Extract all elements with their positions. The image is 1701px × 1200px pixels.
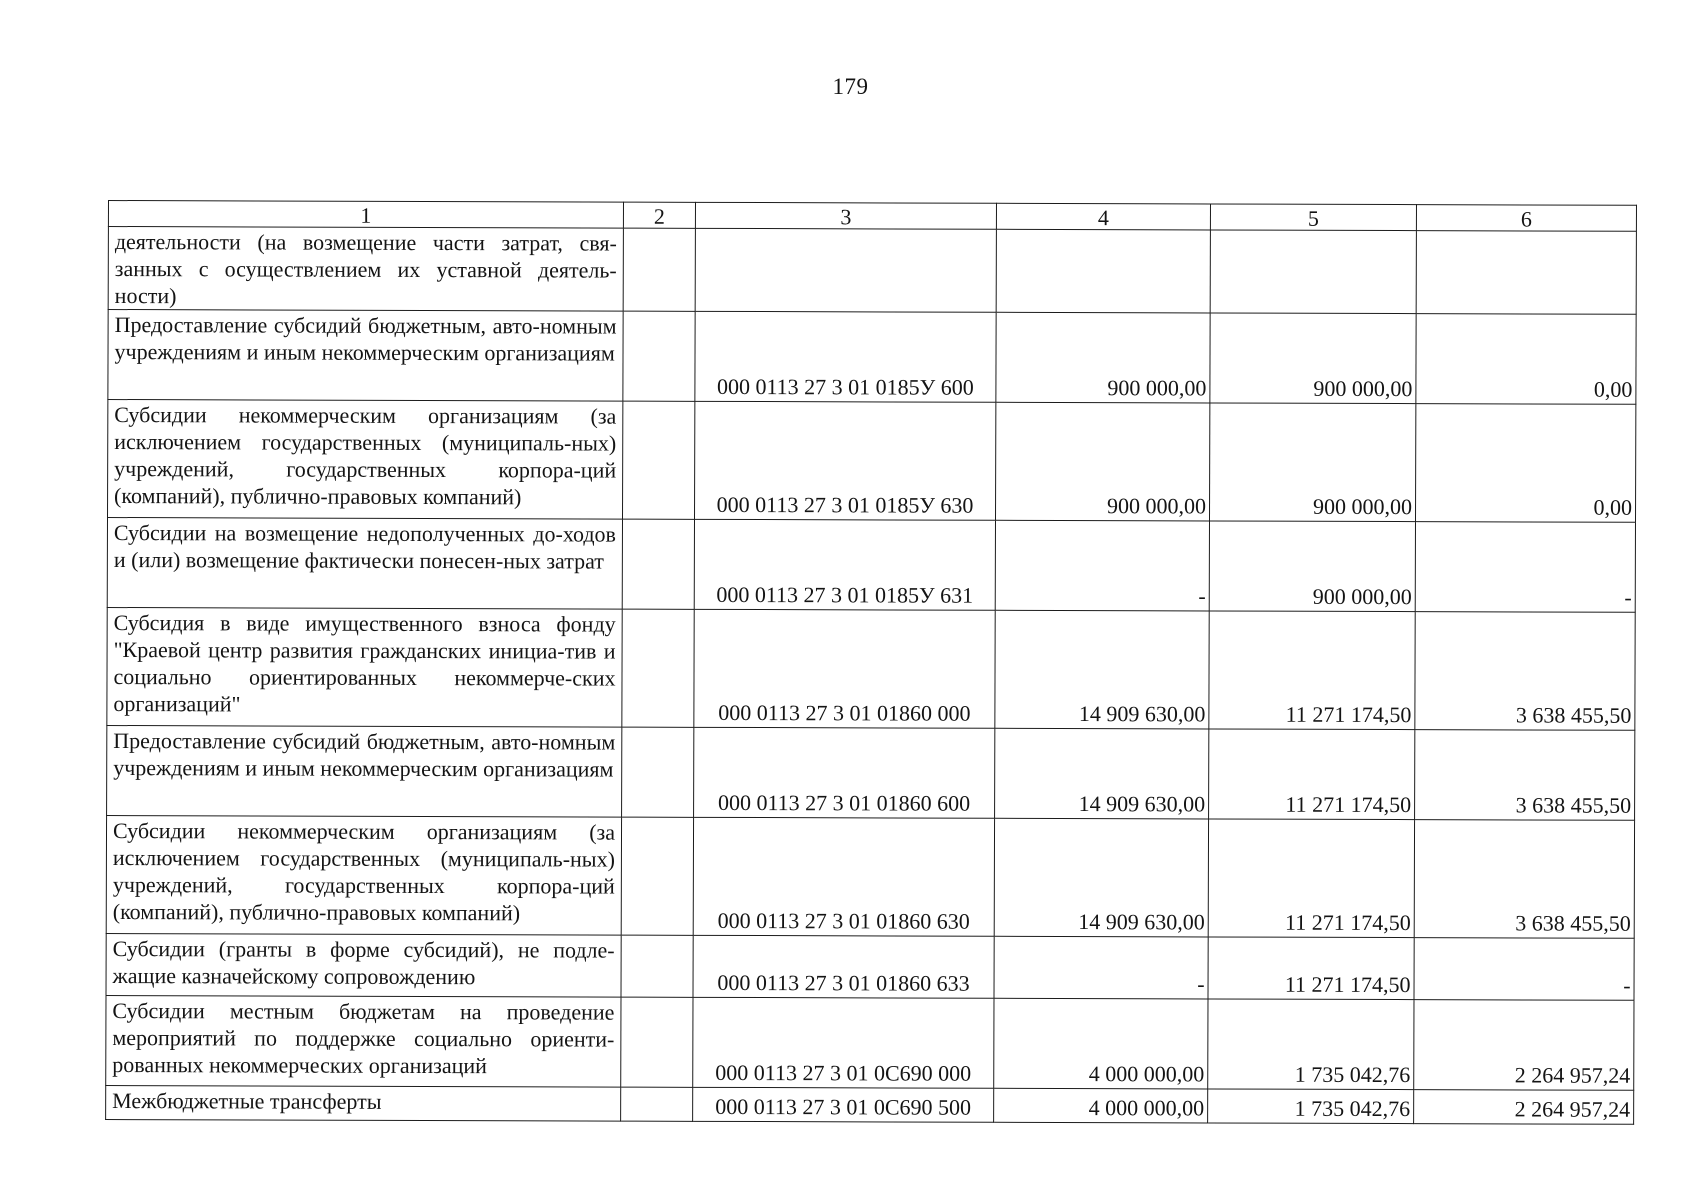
header-col-4: 4 (996, 203, 1210, 230)
table-row (108, 227, 1636, 315)
row-name: Субсидии (гранты в форме субсидий), не подле-жащие казначейскому сопровождению (106, 933, 621, 997)
row-value-6: - (1414, 938, 1634, 1001)
row-value-6: 3 638 455,50 (1415, 730, 1635, 821)
row-value-5: 11 271 174,50 (1208, 819, 1414, 938)
row-code: 000 0113 27 3 01 0185У 600 (695, 311, 996, 402)
header-col-6: 6 (1416, 205, 1636, 232)
row-code: 000 0113 27 3 01 01860 633 (693, 935, 994, 998)
row-value-5: 900 000,00 (1210, 313, 1416, 404)
row-code: 000 0113 27 3 01 0С690 500 (693, 1087, 994, 1122)
row-value-6: 3 638 455,50 (1415, 612, 1635, 731)
row-code: 000 0113 27 3 01 0185У 631 (694, 519, 995, 610)
row-value-4: 14 909 630,00 (995, 610, 1209, 729)
row-value-4: - (994, 936, 1208, 999)
row-name: Межбюджетные трансферты (106, 1085, 621, 1121)
row-name: Предоставление субсидий бюджетным, авто-номным учреждениям и иным некоммерческим организациям (107, 725, 622, 817)
row-col2 (622, 727, 694, 817)
table-row (108, 400, 1636, 523)
row-value-5: 11 271 174,50 (1208, 937, 1414, 1000)
row-value-4 (996, 229, 1210, 313)
page-number: 179 (832, 74, 869, 99)
budget-table (105, 200, 1637, 1125)
row-value-6: - (1415, 522, 1635, 613)
row-code: 000 0113 27 3 01 01860 000 (694, 609, 995, 728)
row-value-4: - (995, 520, 1209, 611)
row-col2 (621, 935, 693, 997)
row-value-4: 4 000 000,00 (994, 998, 1208, 1089)
row-name: деятельности (на возмещение части затрат, свя-занных с осуществлением их уставной деятель-ности) (108, 227, 623, 312)
header-col-2: 2 (623, 202, 695, 228)
row-name: Субсидии некоммерческим организациям (за исключением государственных (муниципаль-ных) учреждений, государственных корпора-ций (компаний), публично-правовых компаний) (108, 400, 623, 520)
header-col-5: 5 (1210, 204, 1416, 231)
row-value-5: 1 735 042,76 (1208, 1089, 1414, 1124)
row-value-6: 3 638 455,50 (1414, 820, 1634, 939)
row-code (695, 228, 996, 312)
row-value-4: 4 000 000,00 (994, 1088, 1208, 1123)
row-value-5: 11 271 174,50 (1209, 611, 1415, 730)
table-row (106, 1085, 1634, 1124)
row-name: Предоставление субсидий бюджетным, авто-номным учреждениям и иным некоммерческим организациям (108, 310, 623, 402)
row-value-5: 900 000,00 (1209, 403, 1415, 522)
row-code: 000 0113 27 3 01 0С690 000 (693, 997, 994, 1088)
table-row (106, 995, 1634, 1090)
row-value-6: 0,00 (1416, 314, 1636, 405)
row-name: Субсидии некоммерческим организациям (за исключением государственных (муниципаль-ных) учреждений, государственных корпора-ций (компаний), публично-правовых компаний) (106, 815, 621, 935)
row-name: Субсидии местным бюджетам на проведение мероприятий по поддержке социально ориенти-рованных некоммерческих организаций (106, 995, 621, 1087)
row-value-4: 900 000,00 (995, 402, 1209, 521)
row-code: 000 0113 27 3 01 01860 630 (693, 817, 994, 936)
row-value-6: 2 264 957,24 (1414, 1090, 1634, 1125)
row-col2 (622, 519, 694, 609)
row-col2 (623, 228, 695, 311)
table-row (106, 815, 1634, 938)
row-code: 000 0113 27 3 01 01860 600 (694, 727, 995, 818)
row-value-4: 14 909 630,00 (994, 818, 1208, 937)
row-col2 (621, 1087, 693, 1121)
row-value-5 (1210, 230, 1416, 314)
row-col2 (621, 817, 693, 935)
table-row (107, 725, 1635, 820)
table-row (106, 933, 1634, 1000)
row-value-5: 1 735 042,76 (1208, 999, 1414, 1090)
row-value-4: 900 000,00 (996, 312, 1210, 403)
row-col2 (623, 401, 695, 519)
row-value-5: 11 271 174,50 (1209, 729, 1415, 820)
row-value-6: 0,00 (1415, 404, 1635, 523)
row-col2 (623, 311, 695, 401)
table-row (107, 518, 1635, 613)
table-row (107, 607, 1635, 730)
table-row (108, 310, 1636, 405)
row-col2 (622, 609, 694, 727)
row-code: 000 0113 27 3 01 0185У 630 (694, 401, 995, 520)
header-col-3: 3 (695, 202, 996, 229)
row-value-4: 14 909 630,00 (995, 728, 1209, 819)
header-col-1: 1 (108, 201, 623, 229)
row-col2 (621, 997, 693, 1087)
row-name: Субсидия в виде имущественного взноса фонду "Краевой центр развития гражданских инициа-тив и социально ориентированных некоммерче-ских организаций" (107, 607, 622, 727)
row-value-5: 900 000,00 (1209, 521, 1415, 612)
row-value-6 (1416, 231, 1636, 315)
row-value-6: 2 264 957,24 (1414, 1000, 1634, 1091)
row-name: Субсидии на возмещение недополученных до-ходов и (или) возмещение фактически понесен-ных затрат (107, 518, 622, 610)
